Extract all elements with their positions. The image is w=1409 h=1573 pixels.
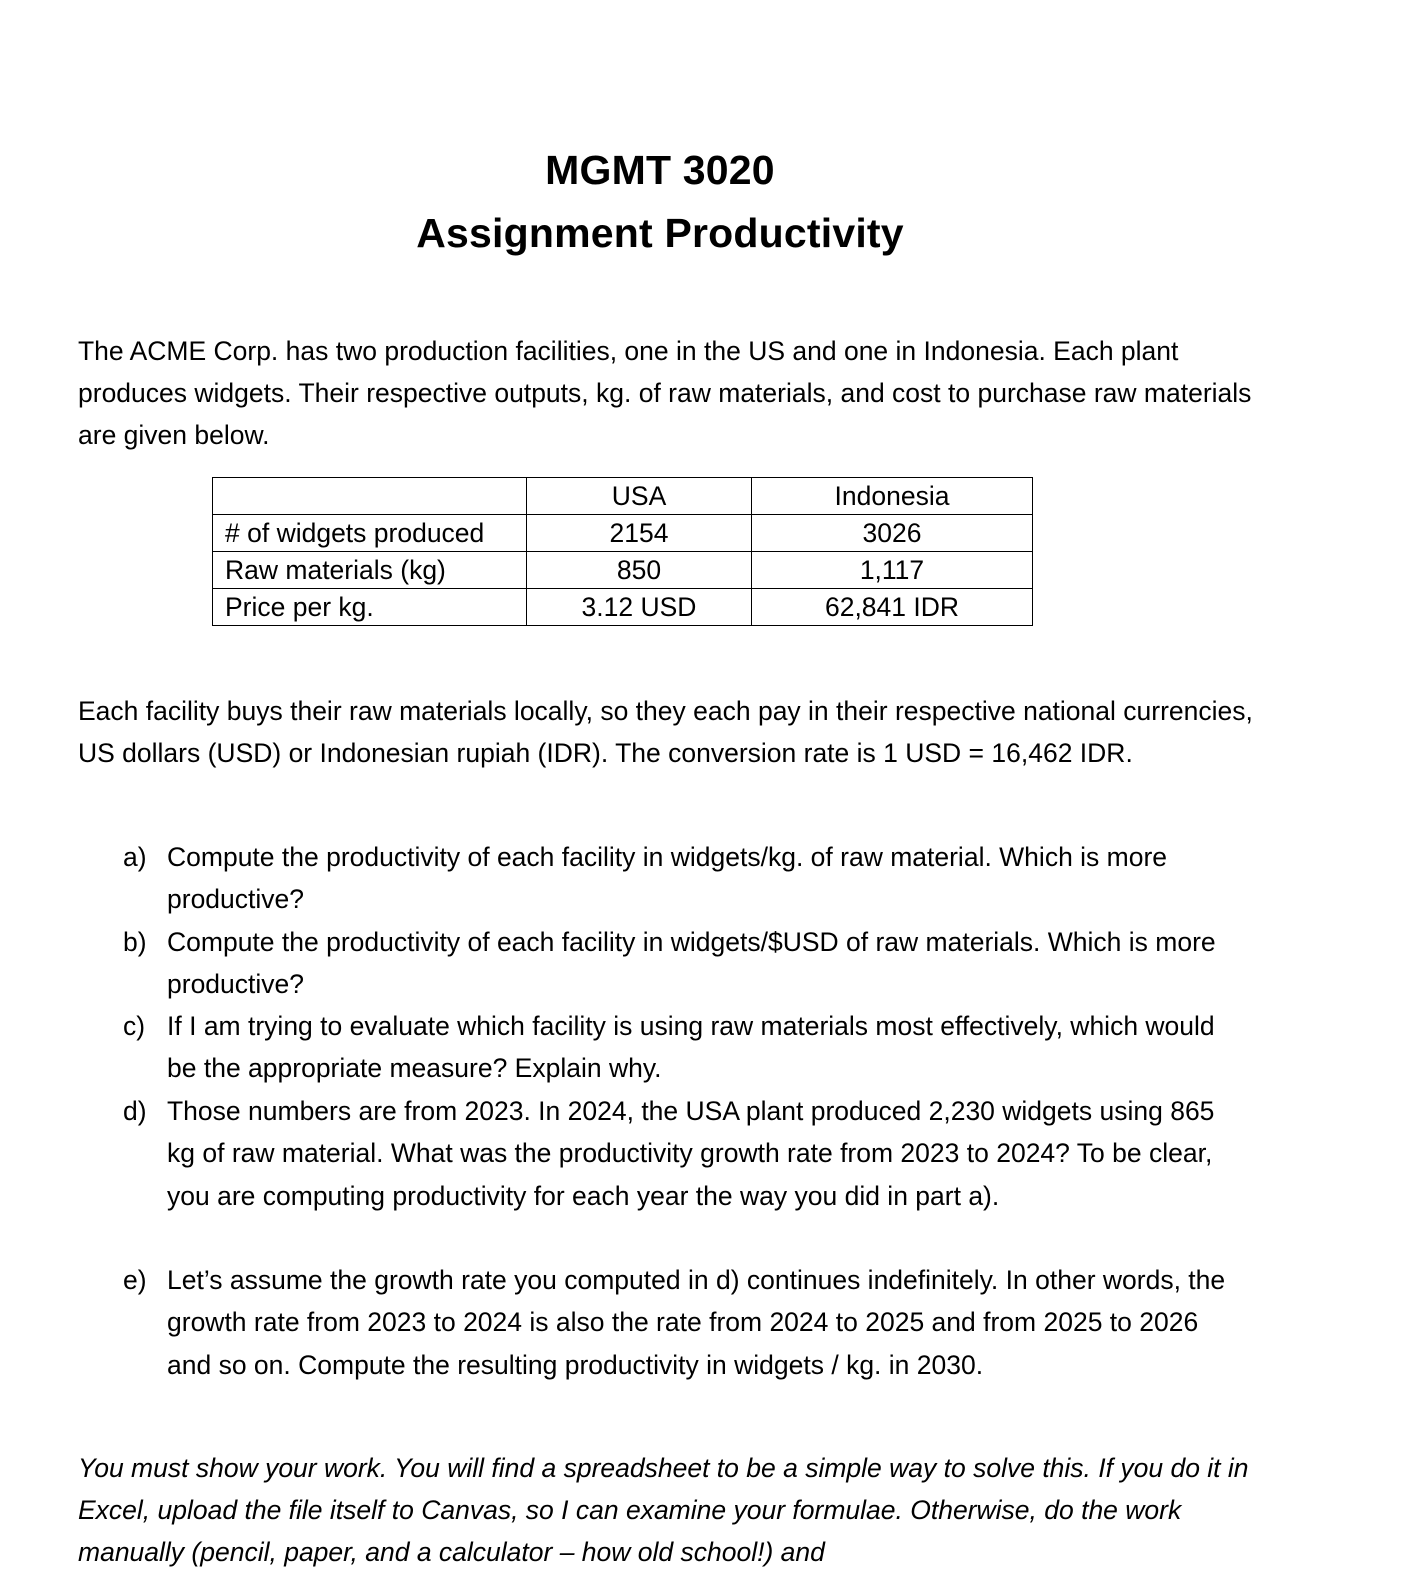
question-marker: a): [123, 842, 147, 872]
row-label: Raw materials (kg): [213, 552, 527, 589]
usa-value: 850: [527, 552, 752, 589]
indonesia-value: 62,841 IDR: [752, 589, 1033, 626]
question-text: Compute the productivity of each facility in widgets/$USD of raw materials. Which is more productive?: [167, 927, 1216, 1000]
row-label: Price per kg.: [213, 589, 527, 626]
row-label: # of widgets produced: [213, 515, 527, 552]
question-text: Compute the productivity of each facility in widgets/kg. of raw material. Which is more productive?: [167, 842, 1168, 915]
question-text: Let’s assume the growth rate you computed in d) continues indefinitely. In other words, the growth rate from 2023 to 2024 is also the rate from 2024 to 2025 and from 2025 to 2026 and so on. Compute the resulting productivity in widgets / kg. in 2030.: [167, 1265, 1226, 1380]
question-marker: d): [123, 1096, 147, 1126]
table-row: [213, 552, 1033, 589]
indonesia-value: 1,117: [752, 552, 1033, 589]
indonesia-value: 3026: [752, 515, 1033, 552]
table-row: [213, 515, 1033, 552]
usa-value: 3.12 USD: [527, 589, 752, 626]
table-header-cell: USA: [527, 478, 752, 515]
question-text: Those numbers are from 2023. In 2024, the USA plant produced 2,230 widgets using 865 kg of raw material. What was the productivity growth rate from 2023 to 2024? To be clear, you are computing productivity for each year the way you did in part a).: [167, 1096, 1215, 1211]
question-marker: b): [123, 927, 147, 957]
question-marker: e): [123, 1265, 147, 1295]
table-row: [213, 589, 1033, 626]
question-text: If I am trying to evaluate which facility is using raw materials most effectively, which would be the appropriate measure? Explain why.: [167, 1011, 1215, 1084]
conversion-paragraph: Each facility buys their raw materials locally, so they each pay in their respective national currencies, US dollars (USD) or Indonesian rupiah (IDR). The conversion rate is 1 USD = 16,462 IDR.: [78, 696, 1253, 768]
instructions-paragraph: You must show your work. You will find a spreadsheet to be a simple way to solve this. If you do it in Excel, upload the file itself to Canvas, so I can examine your formulae. Otherwise, do the work manually (pencil, paper, and a calculator – how old school!) and: [78, 1453, 1249, 1567]
table-header-row: [213, 478, 1033, 515]
table-header-cell: [213, 478, 527, 515]
assignment-title: Assignment Productivity: [416, 210, 904, 256]
intro-paragraph: The ACME Corp. has two production facilities, one in the US and one in Indonesia. Each plant produces widgets. Their respective outputs, kg. of raw materials, and cost to purchase raw materials are given below.: [78, 336, 1252, 450]
table-header-cell: Indonesia: [752, 478, 1033, 515]
question-marker: c): [123, 1011, 146, 1041]
production-table: [212, 477, 1033, 626]
course-title: MGMT 3020: [545, 147, 775, 193]
usa-value: 2154: [527, 515, 752, 552]
